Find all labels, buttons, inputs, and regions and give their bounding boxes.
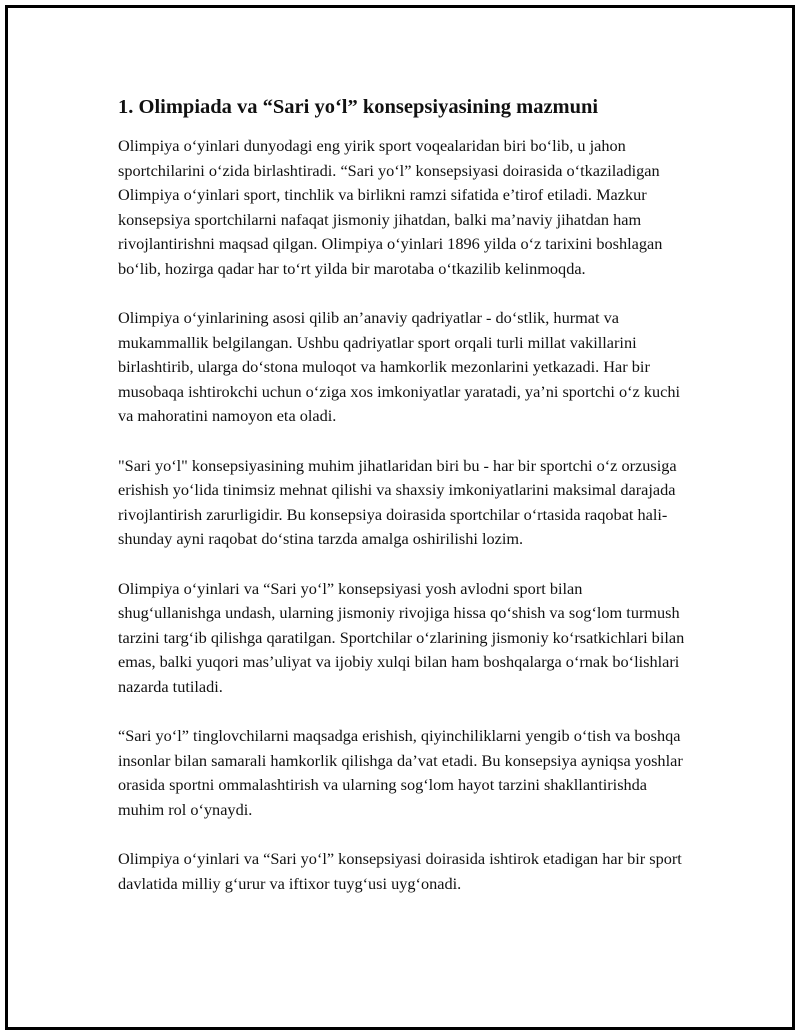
- paragraph-1: Olimpiya o‘yinlari dunyodagi eng yirik sport voqealaridan biri bo‘lib, u jahon sportchilarini o‘zida birlashtiradi. “Sari yo‘l” konsepsiyasi doirasida o‘tkaziladigan Olimpiya o‘yinlari sport, tinchlik va birlikni ramzi sifatida e’tirof etiladi. Mazkur konsepsiya sportchilarni nafaqat jismoniy jihatdan, balki ma’naviy jihatdan ham rivojlantirishni maqsad qilgan. Olimpiya o‘yinlari 1896 yilda o‘z tarixini boshlagan bo‘lib, hozirga qadar har to‘rt yilda bir marotaba o‘tkazilib kelinmoqda.: [118, 136, 663, 278]
- paragraph-3: "Sari yo‘l" konsepsiyasining muhim jihatlaridan biri bu - har bir sportchi o‘z orzusiga erishish yo‘lida tinimsiz mehnat qilishi va shaxsiy imkoniyatlarini maksimal darajada rivojlantirish zarurligidir. Bu konsepsiya doirasida sportchilar o‘rtasida raqobat hali-shunday ayni raqobat do‘stina tarzda amalga oshirilishi lozim.: [118, 455, 677, 548]
- paragraph-6: Olimpiya o‘yinlari va “Sari yo‘l” konsepsiyasi doirasida ishtirok etadigan har bir sport davlatida milliy g‘urur va iftixor tuyg‘usi uyg‘onadi.: [118, 849, 682, 893]
- document-body: [118, 94, 688, 921]
- section-title: 1. Olimpiada va “Sari yo‘l” konsepsiyasining mazmuni: [118, 96, 599, 118]
- paragraph-4: Olimpiya o‘yinlari va “Sari yo‘l” konsepsiyasi yosh avlodni sport bilan shug‘ullanishga undash, ularning jismoniy rivojiga hissa qo‘shish va sog‘lom turmush tarzini targ‘ib qilishga qaratilgan. Sportchilar o‘zlarining jismoniy ko‘rsatkichlari bilan emas, balki yuqori mas’uliyat va ijobiy xulqi bilan ham boshqalarga o‘rnak bo‘lishlari nazarda tutiladi.: [118, 578, 685, 696]
- paragraph-5: “Sari yo‘l” tinglovchilarni maqsadga erishish, qiyinchiliklarni yengib o‘tish va boshqa insonlar bilan samarali hamkorlik qilishga da’vat etadi. Bu konsepsiya ayniqsa yoshlar orasida sportni ommalashtirish va ularning sog‘lom hayot tarzini shakllantirishda muhim rol o‘ynaydi.: [118, 726, 683, 819]
- paragraph-2: Olimpiya o‘yinlarining asosi qilib an’anaviy qadriyatlar - do‘stlik, hurmat va mukammallik belgilangan. Ushbu qadriyatlar sport orqali turli millat vakillarini birlashtirib, ularga do‘stona muloqot va hamkorlik mezonlarini yetkazadi. Har bir musobaqa ishtirokchi uchun o‘ziga xos imkoniyatlar yaratadi, ya’ni sportchi o‘z kuchi va mahoratini namoyon eta oladi.: [118, 308, 681, 425]
